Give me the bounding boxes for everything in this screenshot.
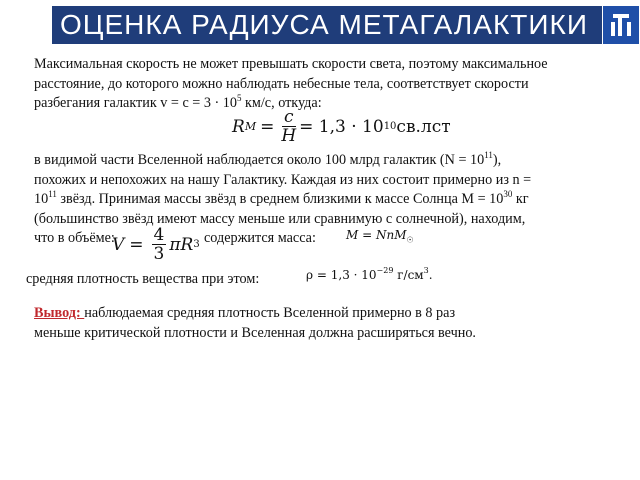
formula-volume: V = $\frac{4}{3}$ πR 3 <box>112 225 200 264</box>
text-line: похожих и непохожих на нашу Галактику. Каждая из них состоит примерно из n = <box>34 171 532 188</box>
formula-mass: M = NnM$_☉$ <box>346 228 414 245</box>
text-line: $10^{11}$ звёзд. Принимая массы звёзд в среднем близкими к массе Солнца $М = 10^{30}$ кг <box>34 189 529 207</box>
formula-radius: R M = $\frac{c}{H}$ = 1,3 · 10 10 св.лст <box>232 107 451 146</box>
paragraph-intro <box>34 55 548 114</box>
density-label: средняя плотность вещества при этом: <box>26 271 260 287</box>
text-line: (большинство звёзд имеют массу меньше или сравнимую с солнечной), находим, <box>34 210 526 227</box>
fraction-c-over-h: $\frac{c}{H}$ <box>281 107 297 146</box>
text-line: Вывод: наблюдаемая средняя плотность Вселенной примерно в 8 раз <box>34 305 456 321</box>
text-line: Максимальная скорость не может превышать скорости света, поэтому максимальное <box>34 56 548 72</box>
text-line: разбегания галактик $v = с = 3 \cdot 10^5$ км/с, откуда: <box>34 93 322 111</box>
text-line: в видимой части Вселенной наблюдается около 100 млрд галактик $(N = 10^{11})$, <box>34 150 502 168</box>
university-logo-icon <box>603 6 639 44</box>
title-bar <box>52 6 602 44</box>
fraction-four-thirds: $\frac{4}{3}$ <box>153 225 165 264</box>
text-line: что в объёме: <box>34 230 115 246</box>
text-line: расстояние, до которого можно наблюдать небесные тела, соответствует скорости <box>34 75 529 92</box>
text-mass-label: содержится масса: <box>204 230 316 246</box>
conclusion-label: Вывод: <box>34 305 85 321</box>
formula-density: $\rho = 1,3 \cdot 10^{-29}$ $г/см^3$. <box>306 266 433 282</box>
page-title: ОЦЕНКА РАДИУСА МЕТАГАЛАКТИКИ <box>60 9 588 40</box>
paragraph-conclusion <box>34 304 476 343</box>
text-line: меньше критической плотности и Вселенная должна расширяться вечно. <box>34 324 476 341</box>
